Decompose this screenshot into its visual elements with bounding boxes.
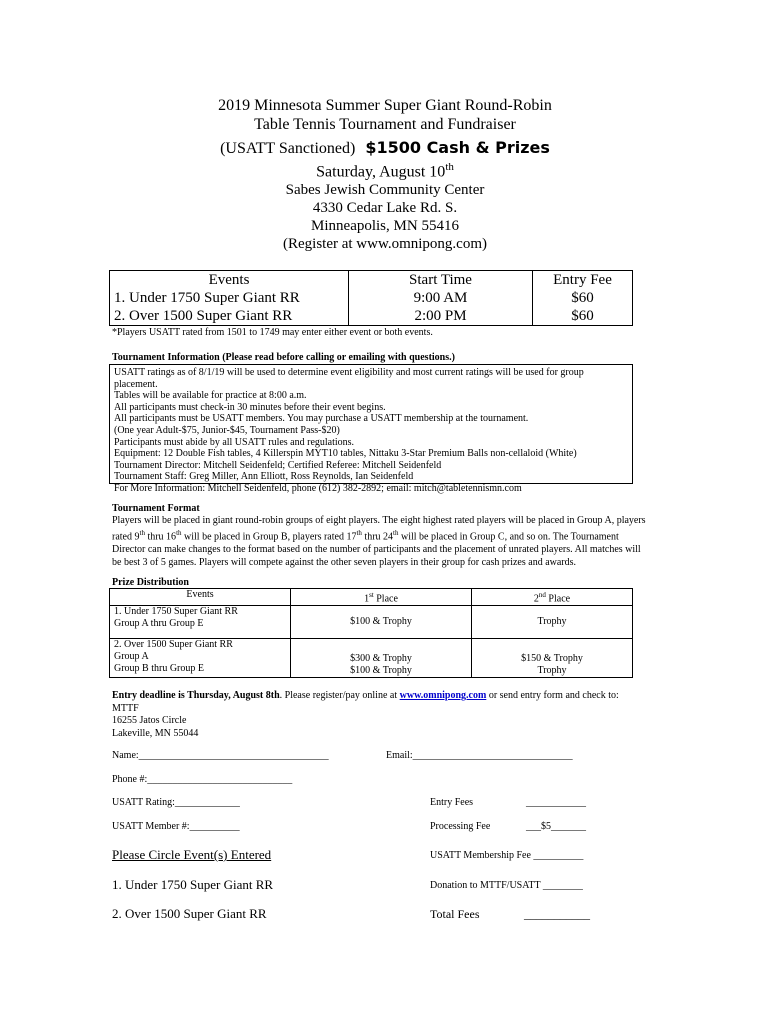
sanction-text: (USATT Sanctioned) xyxy=(220,140,356,157)
format-text: thru 24 xyxy=(361,531,394,543)
prize-row-2 xyxy=(110,639,633,678)
format-text: thru 16 xyxy=(144,531,177,543)
name-field[interactable]: Name:______________________________________ xyxy=(112,750,329,761)
info-line: All participants must check-in 30 minutes before their event begins. xyxy=(114,401,386,413)
entry-text: . Please register/pay online at xyxy=(279,690,400,701)
format-line-4: be best 3 of 5 games. Players will compete against the other seven players in their group for cash prizes and awards. xyxy=(112,556,577,568)
format-text: rated 9 xyxy=(112,531,140,543)
register-note: (Register at www.omnipong.com) xyxy=(283,236,487,252)
prize-event-groups: Group B thru Group E xyxy=(114,663,204,675)
event-2-name: 2. Over 1500 Super Giant RR xyxy=(114,308,293,324)
prize-value: $150 & Trophy xyxy=(521,653,583,665)
mail-address-line: MTTF xyxy=(112,703,139,714)
info-line: (One year Adult-$75, Junior-$45, Tournament Pass-$20) xyxy=(114,424,340,436)
ordinal-sup: th xyxy=(176,529,182,538)
info-line: For More Information: Mitchell Seidenfeld, phone (612) 382-2892; email: mitch@tabletennismn.com xyxy=(114,482,522,494)
info-heading: Tournament Information (Please read before calling or emailing with questions.) xyxy=(112,352,455,363)
event-option-2[interactable]: 2. Over 1500 Super Giant RR xyxy=(112,906,267,921)
event-1-time: 9:00 AM xyxy=(413,290,468,306)
format-line-1: Players will be placed in giant round-robin groups of eight players. The eight highest rated players will be placed in Group A, players xyxy=(112,515,646,526)
usatt-rating-field[interactable]: USATT Rating:_____________ xyxy=(112,797,240,808)
sanction-line xyxy=(0,138,770,158)
venue: Sabes Jewish Community Center xyxy=(285,182,485,198)
prize-value: Trophy xyxy=(537,665,567,677)
entry-text: or send entry form and check to: xyxy=(486,690,619,701)
entry-fee-header: Entry Fee xyxy=(553,272,612,288)
col-text: 2 xyxy=(533,593,539,605)
col-text: Place xyxy=(373,593,398,605)
prize-row-1 xyxy=(110,606,633,639)
email-field[interactable]: Email:________________________________ xyxy=(386,750,573,761)
events-table xyxy=(109,270,633,326)
ordinal-sup: st xyxy=(369,591,374,599)
format-line-3: Director can make changes to the format based on the number of participants and the placement of unrated players. All matches will xyxy=(112,544,641,556)
events-table-row xyxy=(110,271,633,326)
membership-fee-field[interactable]: USATT Membership Fee __________ xyxy=(430,850,584,861)
info-line: Equipment: 12 Double Fish tables, 4 Killerspin MYT10 tables, Nittaku 3-Star Premium Balls non-cellaloid (White) xyxy=(114,448,577,460)
format-paragraph xyxy=(112,515,652,569)
title-line-2: Table Tennis Tournament and Fundraiser xyxy=(254,116,516,133)
format-text: will be placed in Group C, and so on. The Tournament xyxy=(398,531,619,543)
prize-col-events: Events xyxy=(110,589,291,606)
processing-fee-field: ___$5_______ xyxy=(526,821,586,832)
event-date xyxy=(0,161,770,181)
event-1-name: 1. Under 1750 Super Giant RR xyxy=(114,290,300,306)
info-line: Tables will be available for practice at 8:00 a.m. xyxy=(114,390,307,402)
info-box xyxy=(109,364,633,494)
prize-row-2-first xyxy=(291,639,472,678)
prize-col-second xyxy=(472,589,633,606)
prize-value: $300 & Trophy xyxy=(350,653,412,665)
event-1-fee: $60 xyxy=(571,290,594,306)
prize-row-2-event xyxy=(110,639,291,678)
prize-row-1-first: $100 & Trophy xyxy=(291,606,472,639)
format-heading: Tournament Format xyxy=(112,503,200,514)
ordinal-sup: nd xyxy=(538,591,546,599)
entry-fees-field[interactable]: ____________ xyxy=(526,797,586,808)
event-2-time: 2:00 PM xyxy=(414,308,467,324)
event-2-fee: $60 xyxy=(571,308,594,324)
events-footnote: *Players USATT rated from 1501 to 1749 may enter either event or both events. xyxy=(112,327,433,338)
entry-fees-label: Entry Fees xyxy=(430,797,474,808)
prize-col-first xyxy=(291,589,472,606)
events-header: Events xyxy=(208,272,250,288)
mail-address-line: Lakeville, MN 55044 xyxy=(112,727,199,739)
format-line-2 xyxy=(112,527,652,544)
entry-deadline xyxy=(112,690,672,702)
date-text: Saturday, August 10 xyxy=(316,163,446,181)
prize-event-groups: Group A thru Group E xyxy=(114,618,204,630)
ordinal-sup: th xyxy=(393,529,399,538)
circle-events-heading xyxy=(112,847,271,863)
address-line-1: 4330 Cedar Lake Rd. S. xyxy=(312,200,458,216)
entry-fee-cell xyxy=(533,271,633,326)
prize-heading: Prize Distribution xyxy=(112,577,189,588)
processing-fee-label: Processing Fee xyxy=(430,821,491,832)
total-fees-label: Total Fees xyxy=(430,907,480,921)
format-text: will be placed in Group B, players rated 17 xyxy=(181,531,357,543)
donation-field[interactable]: Donation to MTTF/USATT ________ xyxy=(430,880,583,891)
ordinal-sup: th xyxy=(356,529,362,538)
address-line-2: Minneapolis, MN 55416 xyxy=(311,218,459,234)
start-time-header: Start Time xyxy=(409,272,472,288)
info-line: Participants must abide by all USATT rules and regulations. xyxy=(114,436,355,448)
info-line: USATT ratings as of 8/1/19 will be used to determine event eligibility and most current ratings will be used for group placement. xyxy=(114,367,584,390)
circle-events-text: Please Circle Event(s) Entered xyxy=(112,847,272,862)
deadline-text: Entry deadline is Thursday, August 8th xyxy=(112,690,280,701)
title-line-1: 2019 Minnesota Summer Super Giant Round-Robin xyxy=(218,97,552,114)
total-fees-field[interactable]: ___________ xyxy=(524,907,590,921)
phone-field[interactable]: Phone #:_____________________________ xyxy=(112,774,293,785)
date-suffix: th xyxy=(445,161,454,173)
omnipong-link[interactable]: www.omnipong.com xyxy=(399,690,487,701)
col-text: Place xyxy=(545,593,571,605)
cash-prizes: $1500 Cash & Prizes xyxy=(365,138,550,157)
prize-event-groups: Group A xyxy=(114,651,149,663)
mail-address xyxy=(112,703,198,740)
prize-row-1-second: Trophy xyxy=(472,606,633,639)
col-text: 1 xyxy=(364,593,370,605)
prize-header-row xyxy=(110,589,633,606)
info-line: Tournament Director: Mitchell Seidenfeld; Certified Referee: Mitchell Seidenfeld xyxy=(114,459,442,471)
prize-table xyxy=(109,588,633,678)
prize-value: $100 & Trophy xyxy=(350,665,412,677)
prize-row-1-event xyxy=(110,606,291,639)
events-cell xyxy=(110,271,349,326)
start-time-cell xyxy=(349,271,533,326)
ordinal-sup: th xyxy=(139,529,145,538)
usatt-member-field[interactable]: USATT Member #:__________ xyxy=(112,821,240,832)
prize-event-name: 2. Over 1500 Super Giant RR xyxy=(114,639,233,651)
event-option-1[interactable]: 1. Under 1750 Super Giant RR xyxy=(112,877,274,892)
prize-event-name: 1. Under 1750 Super Giant RR xyxy=(114,606,238,618)
mail-address-line: 16255 Jatos Circle xyxy=(112,715,187,727)
info-line: Tournament Staff: Greg Miller, Ann Elliott, Ross Reynolds, Ian Seidenfeld xyxy=(114,471,414,483)
prize-row-2-second xyxy=(472,639,633,678)
info-line: All participants must be USATT members. You may purchase a USATT membership at the tournament. xyxy=(114,413,529,425)
